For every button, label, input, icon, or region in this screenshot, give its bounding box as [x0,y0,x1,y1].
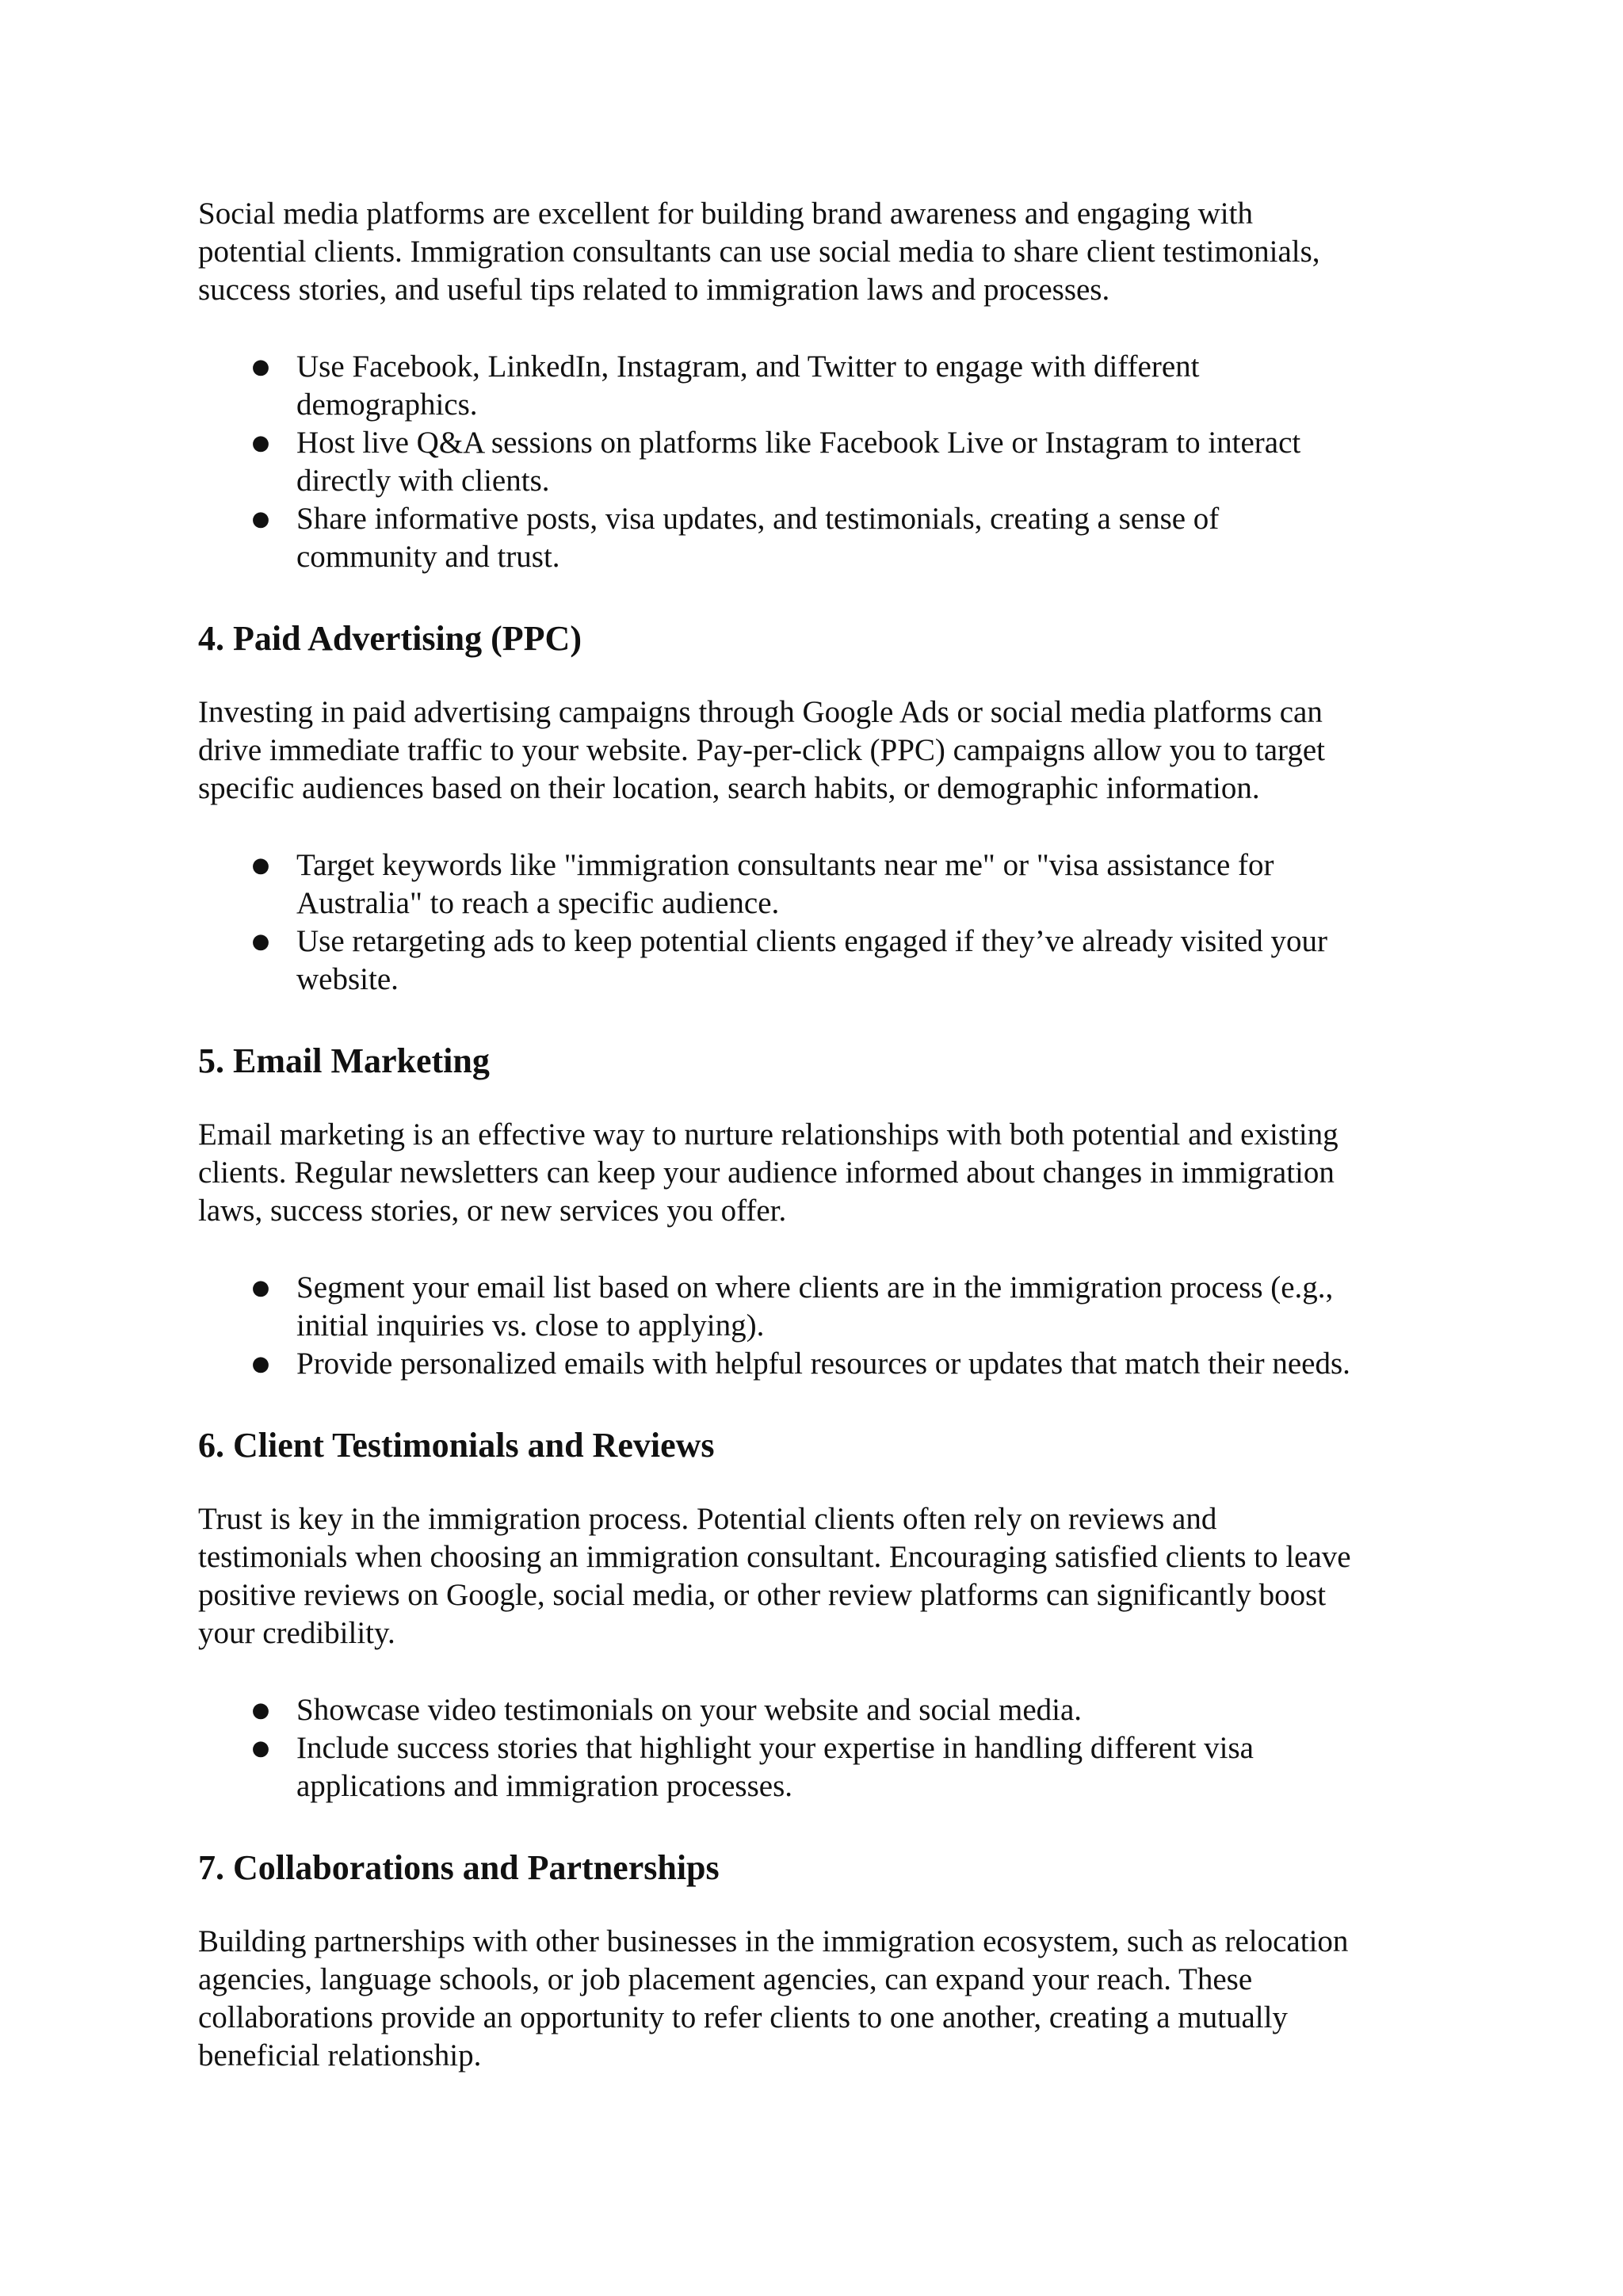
bullet-icon: ● [251,1698,270,1722]
list-item-text: Use retargeting ads to keep potential clients engaged if they’ve already visited your website. [296,924,1327,996]
list-item-text: Use Facebook, LinkedIn, Instagram, and Twitter to engage with different demographics. [296,350,1200,422]
bullet-icon: ● [251,355,270,379]
list-item [198,1269,1434,1345]
intro-bullet-list [198,348,1434,576]
list-item-text: Provide personalized emails with helpful resources or updates that match their needs. [296,1347,1350,1381]
bullet-icon: ● [251,1352,270,1376]
list-item-text: Include success stories that highlight your expertise in handling different visa applications and immigration processes. [296,1731,1254,1803]
list-item [198,846,1434,923]
bullet-icon: ● [251,507,270,531]
list-item [198,1691,1434,1729]
section-paragraph-client-testimonials: Trust is key in the immigration process. Potential clients often rely on reviews and testimonials when choosing an immigration consultant. Encouraging satisfied clients to leave positive reviews on Google, social media, or other review platforms can significantly boost your credibility. [198,1502,1351,1650]
list-item-text: Showcase video testimonials on your website and social media. [296,1693,1083,1727]
intro-paragraph: Social media platforms are excellent for building brand awareness and engaging with potential clients. Immigration consultants can use social media to share client testimonials, success stories, and useful tips related to immigration laws and processes. [198,197,1320,307]
email-marketing-bullet-list [198,1269,1434,1383]
bullet-icon: ● [251,1276,270,1300]
bullet-icon: ● [251,930,270,953]
paid-advertising-bullet-list [198,846,1434,999]
section-heading-email-marketing: 5. Email Marketing [198,1041,490,1080]
bullet-icon: ● [251,1736,270,1760]
list-item [198,424,1434,500]
list-item-text: Target keywords like "immigration consultants near me" or "visa assistance for Australia" to reach a specific audience. [296,848,1274,920]
document-page [198,195,1434,2075]
bullet-icon: ● [251,854,270,877]
list-item-text: Host live Q&A sessions on platforms like Facebook Live or Instagram to interact directly with clients. [296,426,1301,498]
list-item [198,348,1434,424]
section-paragraph-collaborations: Building partnerships with other businesses in the immigration ecosystem, such as relocation agencies, language schools, or job placement agencies, can expand your reach. These collaborations provide an opportunity to refer clients to one another, creating a mutually beneficial relationship. [198,1924,1349,2073]
list-item [198,923,1434,999]
section-heading-paid-advertising: 4. Paid Advertising (PPC) [198,619,582,658]
list-item-text: Segment your email list based on where clients are in the immigration process (e.g., initial inquiries vs. close to applying). [296,1270,1334,1343]
list-item [198,1729,1434,1805]
client-testimonials-bullet-list [198,1691,1434,1805]
list-item [198,500,1434,576]
bullet-icon: ● [251,431,270,455]
section-paragraph-email-marketing: Email marketing is an effective way to nurture relationships with both potential and existing clients. Regular newsletters can keep your audience informed about changes in immigration laws, success stories, or new services you offer. [198,1117,1338,1228]
list-item [198,1345,1434,1383]
section-heading-client-testimonials: 6. Client Testimonials and Reviews [198,1426,715,1465]
list-item-text: Share informative posts, visa updates, and testimonials, creating a sense of community and trust. [296,502,1220,574]
section-paragraph-paid-advertising: Investing in paid advertising campaigns through Google Ads or social media platforms can drive immediate traffic to your website. Pay-per-click (PPC) campaigns allow you to target specific audiences based on their location, search habits, or demographic information. [198,695,1325,805]
section-heading-collaborations: 7. Collaborations and Partnerships [198,1848,720,1887]
